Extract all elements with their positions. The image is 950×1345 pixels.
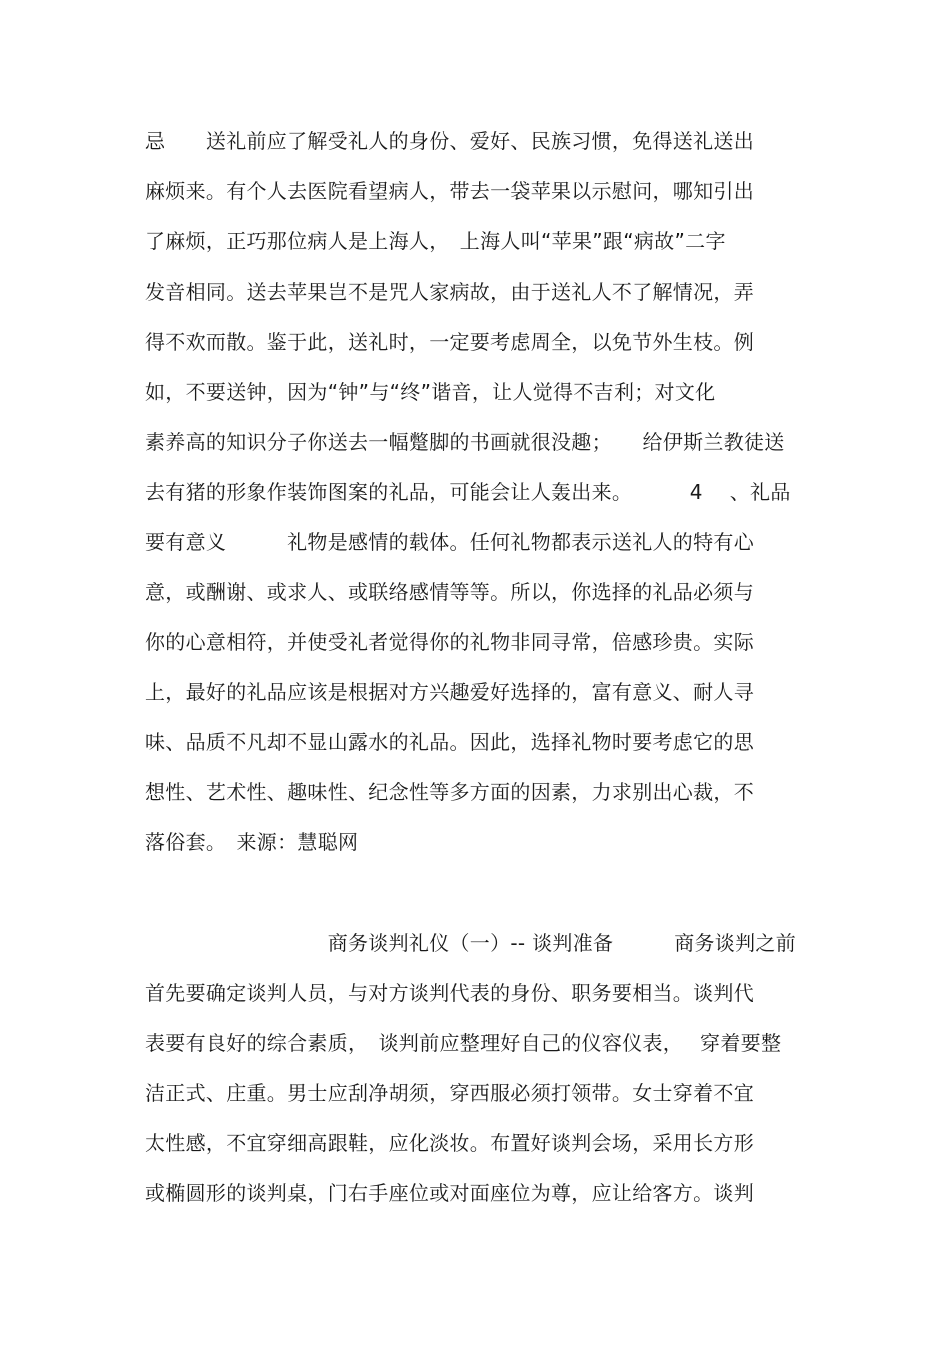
paragraph-line: 麻烦来。有个人去医院看望病人，带去一袋苹果以示慰问，哪知引出 [145,179,754,203]
paragraph-line: 你的心意相符，并使受礼者觉得你的礼物非同寻常，倍感珍贵。实际 [145,630,754,654]
paragraph-line: 想性、艺术性、趣味性、纪念性等多方面的因素，力求别出心裁，不 [145,780,754,804]
paragraph-line: 意，或酬谢、或求人、或联络感情等等。所以，你选择的礼品必须与 [145,580,754,604]
paragraph-line: 或椭圆形的谈判桌，门右手座位或对面座位为尊，应让给客方。谈判 [145,1181,754,1205]
section-heading-line: 商务谈判礼仪（一）-- 谈判准备 商务谈判之前 [145,931,796,955]
paragraph-line: 素养高的知识分子你送去一幅蹩脚的书画就很没趣； 给伊斯兰教徒送 [145,430,785,454]
paragraph-line: 首先要确定谈判人员，与对方谈判代表的身份、职务要相当。谈判代 [145,981,754,1005]
paragraph-line: 洁正式、庄重。男士应刮净胡须，穿西服必须打领带。女士穿着不宜 [145,1081,754,1105]
paragraph-line: 落俗套。 来源：慧聪网 [145,830,359,854]
paragraph-line: 得不欢而散。鉴于此，送礼时，一定要考虑周全，以免节外生枝。例 [145,330,754,354]
paragraph-line: 去有猪的形象作装饰图案的礼品，可能会让人轰出来。 4 、礼品 [145,480,791,504]
paragraph-line: 太性感，不宜穿细高跟鞋，应化淡妆。布置好谈判会场，采用长方形 [145,1131,754,1155]
paragraph-line: 了麻烦，正巧那位病人是上海人， 上海人叫“苹果”跟“病故”二字 [145,229,726,253]
paragraph-line: 上，最好的礼品应该是根据对方兴趣爱好选择的，富有意义、耐人寻 [145,680,754,704]
paragraph-line: 忌 送礼前应了解受礼人的身份、爱好、民族习惯，免得送礼送出 [145,129,754,153]
paragraph-line: 如，不要送钟，因为“钟”与“终”谐音，让人觉得不吉利；对文化 [145,380,716,404]
paragraph-line: 要有意义 礼物是感情的载体。任何礼物都表示送礼人的特有心 [145,530,754,554]
paragraph-line: 发音相同。送去苹果岂不是咒人家病故，由于送礼人不了解情况，弄 [145,280,754,304]
paragraph-line: 表要有良好的综合素质， 谈判前应整理好自己的仪容仪表， 穿着要整 [145,1031,782,1055]
paragraph-line: 味、品质不凡却不显山露水的礼品。因此，选择礼物时要考虑它的思 [145,730,754,754]
